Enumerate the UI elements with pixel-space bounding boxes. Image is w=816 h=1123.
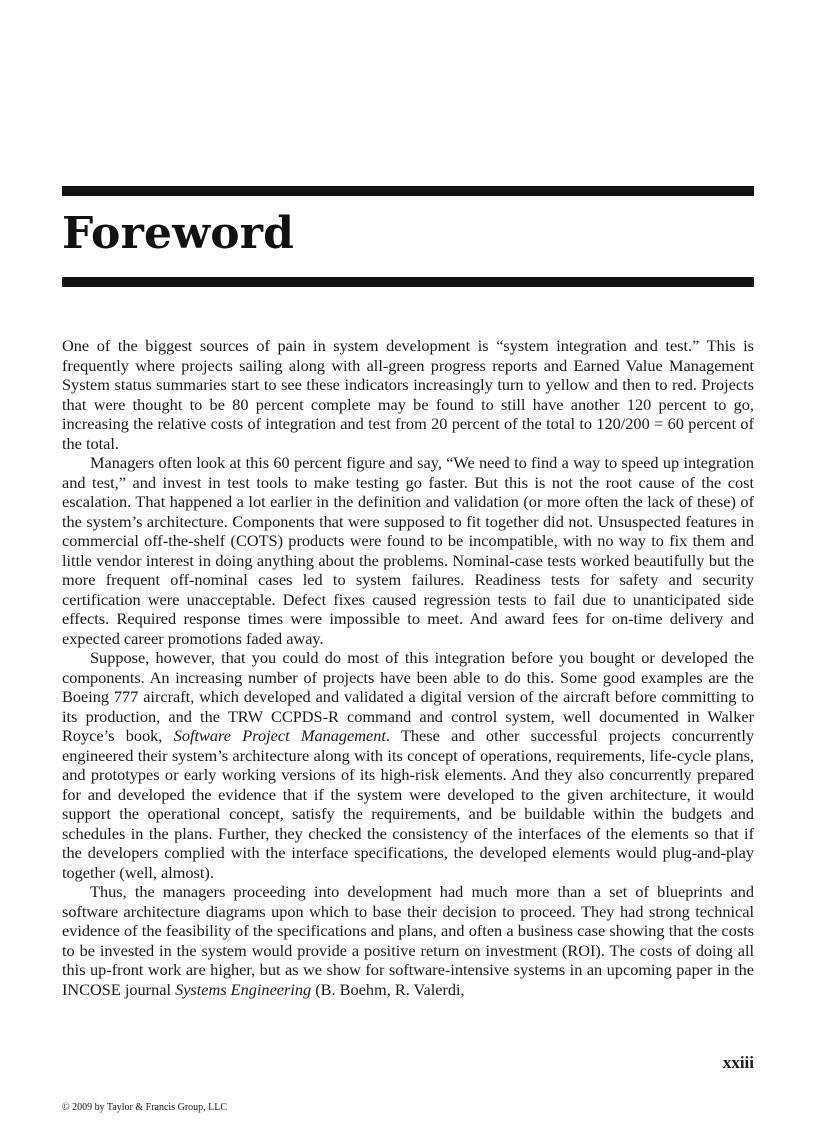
paragraph-4-text-before: Thus, the managers proceeding into development had much more than a set of blueprints and software architecture diagrams upon which to base their decision to proceed. They had strong technical evidence of the feasibility of the specifications and plans, and often a business case showing that the costs to be invested in the system would provide a positive return on investment (ROI). The costs of doing all this up-front work are higher, but as we show for software-intensive systems in an upcoming paper in the INCOSE journal [62, 882, 754, 999]
copyright-notice: © 2009 by Taylor & Francis Group, LLC [62, 1102, 228, 1113]
paragraph-3-text-after: . These and other successful projects concurrently engineered their system’s architecture along with its concept of operations, requirements, life-cycle plans, and prototypes or early working versions of its high-risk elements. And they also concurrently prepared for and developed the evidence that if the system were developed to the given architecture, it would support the operational concept, satisfy the requirements, and be buildable within the budgets and schedules in the plans. Further, they checked the consistency of the interfaces of the elements so that if the developers complied with the interface specifications, the developed elements would plug-and-play together (well, almost). [62, 726, 754, 882]
page-number: xxiii [722, 1053, 754, 1072]
paragraph-2: Managers often look at this 60 percent figure and say, “We need to find a way to speed up integration and test,” and invest in test tools to make testing go faster. But this is not the root cause of the cost escalation. That happened a lot earlier in the definition and validation (or more often the lack of these) of the system’s architecture. Components that were supposed to fit together did not. Unsuspected features in commercial off-the-shelf (COTS) products were found to be incompatible, with no way to fix them and little vendor interest in doing anything about the problems. Nominal-case tests worked beautifully but the more frequent off-nominal cases led to system failures. Readiness tests for safety and security certification were unacceptable. Defect fixes caused regression tests to fail due to unanticipated side effects. Required response times were impossible to meet. And award fees for on-time delivery and expected career promotions faded away. [62, 453, 754, 648]
journal-title-systems-engineering: Systems Engineering [175, 979, 312, 999]
title-top-rule [62, 186, 754, 196]
paragraph-4 [62, 882, 754, 999]
title-bottom-rule [62, 277, 754, 287]
paragraph-1: One of the biggest sources of pain in system development is “system integration and test.” This is frequently where projects sailing along with all-green progress reports and Earned Value Management System status summaries start to see these indicators increasingly turn to yellow and then to red. Projects that were thought to be 80 percent complete may be found to still have another 120 percent to go, increasing the relative costs of integration and test from 20 percent of the total to 120/200 = 60 percent of the total. [62, 336, 754, 453]
chapter-title: Foreword [62, 208, 295, 259]
paragraph-3 [62, 648, 754, 882]
book-title-software-project-management: Software Project Management [173, 726, 386, 745]
paragraph-4-text-after: (B. Boehm, R. Valerdi, [311, 979, 465, 999]
paragraph-3-text-before: Suppose, however, that you could do most of this integration before you bought or developed the components. An increasing number of projects have been able to do this. Some good examples are the Boeing 777 aircraft, which developed and validated a digital version of the aircraft before committing to its production, and the TRW CCPDS-R command and control system, well documented in Walker Royce’s book, [62, 648, 754, 745]
foreword-body [62, 336, 754, 999]
